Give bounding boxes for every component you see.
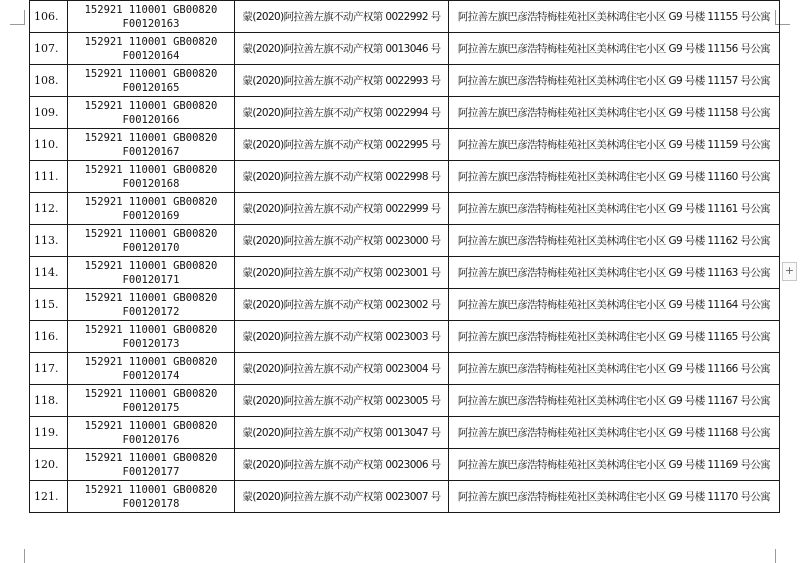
unit-code-cell [68, 353, 235, 385]
unit-code-cell [68, 257, 235, 289]
unit-code-line-1: 152921 110001 GB00820 [84, 163, 218, 176]
certificate-number-cell: 蒙(2020)阿拉善左旗不动产权第 0023005 号 [235, 385, 449, 417]
unit-code-line-2: F00120166 [122, 113, 180, 126]
table-row [30, 65, 780, 97]
row-number-cell: 116. [30, 321, 68, 353]
unit-code-cell [68, 129, 235, 161]
row-number-cell: 117. [30, 353, 68, 385]
unit-code-line-2: F00120167 [122, 145, 180, 158]
unit-code-line-2: F00120169 [122, 209, 180, 222]
unit-code-line-2: F00120177 [122, 465, 180, 478]
row-number-cell: 113. [30, 225, 68, 257]
unit-code-line-1: 152921 110001 GB00820 [84, 387, 218, 400]
property-table-body [30, 1, 780, 513]
unit-code-line-1: 152921 110001 GB00820 [84, 259, 218, 272]
unit-code-line-1: 152921 110001 GB00820 [84, 195, 218, 208]
certificate-number-cell: 蒙(2020)阿拉善左旗不动产权第 0023002 号 [235, 289, 449, 321]
document-page [29, 0, 780, 513]
unit-code-cell [68, 289, 235, 321]
unit-code-line-2: F00120164 [122, 49, 180, 62]
property-address-cell: 阿拉善左旗巴彦浩特梅桂苑社区美林鸿住宅小区 G9 号楼 11169 号公寓 [449, 449, 780, 481]
page-corner-mark-bottom-left [10, 549, 25, 563]
row-number-cell: 114. [30, 257, 68, 289]
unit-code-line-1: 152921 110001 GB00820 [84, 291, 218, 304]
unit-code-line-1: 152921 110001 GB00820 [84, 35, 218, 48]
unit-code-cell [68, 449, 235, 481]
certificate-number-cell: 蒙(2020)阿拉善左旗不动产权第 0022999 号 [235, 193, 449, 225]
page-corner-mark-bottom-right [775, 549, 790, 563]
property-table [29, 0, 780, 513]
property-address-cell: 阿拉善左旗巴彦浩特梅桂苑社区美林鸿住宅小区 G9 号楼 11166 号公寓 [449, 353, 780, 385]
unit-code-cell [68, 65, 235, 97]
table-row [30, 33, 780, 65]
row-number-cell: 109. [30, 97, 68, 129]
unit-code-line-1: 152921 110001 GB00820 [84, 3, 218, 16]
row-number-cell: 115. [30, 289, 68, 321]
property-address-cell: 阿拉善左旗巴彦浩特梅桂苑社区美林鸿住宅小区 G9 号楼 11164 号公寓 [449, 289, 780, 321]
row-number-cell: 120. [30, 449, 68, 481]
table-row [30, 481, 780, 513]
unit-code-cell [68, 225, 235, 257]
table-row [30, 225, 780, 257]
unit-code-line-1: 152921 110001 GB00820 [84, 451, 218, 464]
certificate-number-cell: 蒙(2020)阿拉善左旗不动产权第 0023007 号 [235, 481, 449, 513]
unit-code-cell [68, 97, 235, 129]
row-number-cell: 107. [30, 33, 68, 65]
certificate-number-cell: 蒙(2020)阿拉善左旗不动产权第 0023006 号 [235, 449, 449, 481]
row-number-cell: 110. [30, 129, 68, 161]
property-address-cell: 阿拉善左旗巴彦浩特梅桂苑社区美林鸿住宅小区 G9 号楼 11158 号公寓 [449, 97, 780, 129]
property-address-cell: 阿拉善左旗巴彦浩特梅桂苑社区美林鸿住宅小区 G9 号楼 11167 号公寓 [449, 385, 780, 417]
unit-code-cell [68, 33, 235, 65]
table-row [30, 1, 780, 33]
table-row [30, 449, 780, 481]
row-number-cell: 119. [30, 417, 68, 449]
unit-code-line-2: F00120168 [122, 177, 180, 190]
certificate-number-cell: 蒙(2020)阿拉善左旗不动产权第 0022993 号 [235, 65, 449, 97]
unit-code-line-2: F00120172 [122, 305, 180, 318]
unit-code-cell [68, 481, 235, 513]
unit-code-line-1: 152921 110001 GB00820 [84, 99, 218, 112]
unit-code-cell [68, 161, 235, 193]
table-row [30, 193, 780, 225]
page-corner-mark-top-left [10, 10, 25, 25]
table-row [30, 417, 780, 449]
row-number-cell: 106. [30, 1, 68, 33]
unit-code-line-2: F00120176 [122, 433, 180, 446]
table-row [30, 385, 780, 417]
table-row [30, 257, 780, 289]
row-number-cell: 118. [30, 385, 68, 417]
property-address-cell: 阿拉善左旗巴彦浩特梅桂苑社区美林鸿住宅小区 G9 号楼 11155 号公寓 [449, 1, 780, 33]
unit-code-line-1: 152921 110001 GB00820 [84, 483, 218, 496]
expand-panel-button[interactable]: + [782, 262, 797, 281]
unit-code-line-1: 152921 110001 GB00820 [84, 131, 218, 144]
row-number-cell: 111. [30, 161, 68, 193]
unit-code-cell [68, 385, 235, 417]
property-address-cell: 阿拉善左旗巴彦浩特梅桂苑社区美林鸿住宅小区 G9 号楼 11160 号公寓 [449, 161, 780, 193]
property-address-cell: 阿拉善左旗巴彦浩特梅桂苑社区美林鸿住宅小区 G9 号楼 11159 号公寓 [449, 129, 780, 161]
row-number-cell: 112. [30, 193, 68, 225]
certificate-number-cell: 蒙(2020)阿拉善左旗不动产权第 0022992 号 [235, 1, 449, 33]
unit-code-line-1: 152921 110001 GB00820 [84, 419, 218, 432]
certificate-number-cell: 蒙(2020)阿拉善左旗不动产权第 0022998 号 [235, 161, 449, 193]
table-row [30, 289, 780, 321]
certificate-number-cell: 蒙(2020)阿拉善左旗不动产权第 0023004 号 [235, 353, 449, 385]
unit-code-line-1: 152921 110001 GB00820 [84, 67, 218, 80]
unit-code-line-2: F00120178 [122, 497, 180, 510]
certificate-number-cell: 蒙(2020)阿拉善左旗不动产权第 0022995 号 [235, 129, 449, 161]
unit-code-cell [68, 193, 235, 225]
certificate-number-cell: 蒙(2020)阿拉善左旗不动产权第 0023003 号 [235, 321, 449, 353]
unit-code-line-1: 152921 110001 GB00820 [84, 355, 218, 368]
table-row [30, 353, 780, 385]
unit-code-line-1: 152921 110001 GB00820 [84, 227, 218, 240]
unit-code-line-2: F00120173 [122, 337, 180, 350]
property-address-cell: 阿拉善左旗巴彦浩特梅桂苑社区美林鸿住宅小区 G9 号楼 11163 号公寓 [449, 257, 780, 289]
table-row [30, 97, 780, 129]
unit-code-cell [68, 1, 235, 33]
unit-code-cell [68, 321, 235, 353]
unit-code-line-2: F00120175 [122, 401, 180, 414]
property-address-cell: 阿拉善左旗巴彦浩特梅桂苑社区美林鸿住宅小区 G9 号楼 11161 号公寓 [449, 193, 780, 225]
certificate-number-cell: 蒙(2020)阿拉善左旗不动产权第 0022994 号 [235, 97, 449, 129]
row-number-cell: 108. [30, 65, 68, 97]
unit-code-line-2: F00120165 [122, 81, 180, 94]
table-row [30, 321, 780, 353]
property-address-cell: 阿拉善左旗巴彦浩特梅桂苑社区美林鸿住宅小区 G9 号楼 11170 号公寓 [449, 481, 780, 513]
unit-code-line-1: 152921 110001 GB00820 [84, 323, 218, 336]
certificate-number-cell: 蒙(2020)阿拉善左旗不动产权第 0013047 号 [235, 417, 449, 449]
property-address-cell: 阿拉善左旗巴彦浩特梅桂苑社区美林鸿住宅小区 G9 号楼 11165 号公寓 [449, 321, 780, 353]
property-address-cell: 阿拉善左旗巴彦浩特梅桂苑社区美林鸿住宅小区 G9 号楼 11162 号公寓 [449, 225, 780, 257]
certificate-number-cell: 蒙(2020)阿拉善左旗不动产权第 0013046 号 [235, 33, 449, 65]
unit-code-line-2: F00120171 [122, 273, 180, 286]
row-number-cell: 121. [30, 481, 68, 513]
unit-code-line-2: F00120170 [122, 241, 180, 254]
unit-code-line-2: F00120174 [122, 369, 180, 382]
table-row [30, 129, 780, 161]
unit-code-line-2: F00120163 [122, 17, 180, 30]
table-row [30, 161, 780, 193]
certificate-number-cell: 蒙(2020)阿拉善左旗不动产权第 0023000 号 [235, 225, 449, 257]
property-address-cell: 阿拉善左旗巴彦浩特梅桂苑社区美林鸿住宅小区 G9 号楼 11156 号公寓 [449, 33, 780, 65]
property-address-cell: 阿拉善左旗巴彦浩特梅桂苑社区美林鸿住宅小区 G9 号楼 11157 号公寓 [449, 65, 780, 97]
property-address-cell: 阿拉善左旗巴彦浩特梅桂苑社区美林鸿住宅小区 G9 号楼 11168 号公寓 [449, 417, 780, 449]
unit-code-cell [68, 417, 235, 449]
certificate-number-cell: 蒙(2020)阿拉善左旗不动产权第 0023001 号 [235, 257, 449, 289]
